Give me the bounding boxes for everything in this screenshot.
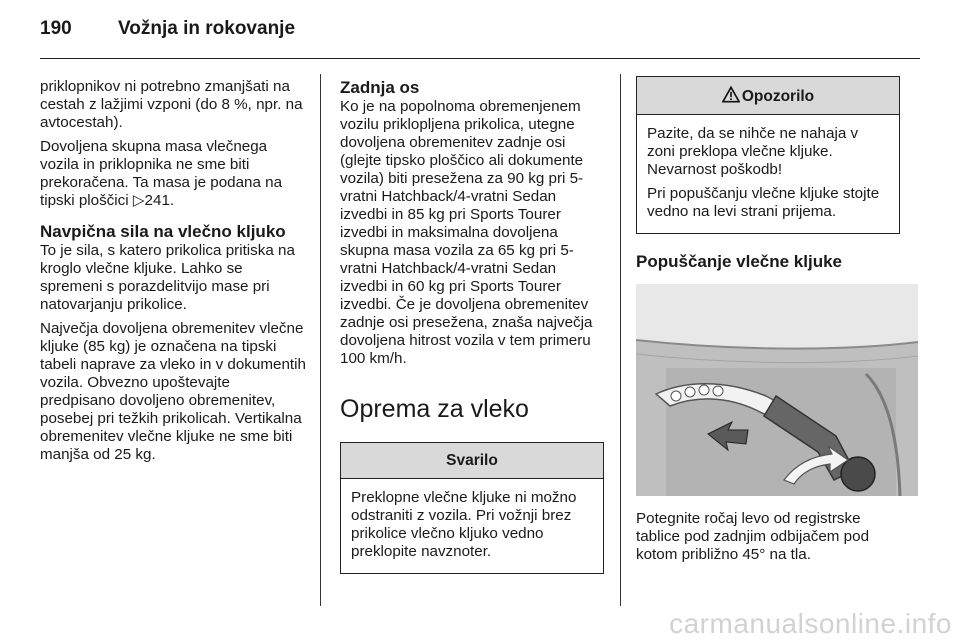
warning-title: Opozorilo — [741, 88, 815, 105]
page-number: 190 — [40, 18, 72, 39]
chapter-heading: Oprema za vleko — [340, 395, 529, 423]
column-1 — [40, 78, 308, 470]
warning-triangle-icon — [722, 86, 740, 103]
warning-header — [637, 77, 899, 115]
page-reference[interactable]: ▷241 — [132, 192, 170, 209]
paragraph: Ko je na popolnoma obremenjenem vozilu priklopljena prikolica, utegne dovoljena obremenitev zadnje osi (glejte tipsko ploščico ali dokumente vozila) biti presežena za 90 kg pri 5-vratni Hatchback/4-vratni Sedan izvedbi in 85 kg pri Sports Tourer izvedbi in maksimalna dovoljena skupna masa vozila za 65 kg pri 5-vratni Hatchback/4-vratni Sedan izvedbi in 60 kg pri Sports Tourer izvedbi. Če je dovoljena obremenitev zadnje osi presežena, znaša največja dovoljena hitrost vozila v tem primeru 100 km/h. — [340, 98, 593, 367]
header-divider — [40, 58, 920, 59]
notice-text: Preklopne vlečne kljuke ni možno odstraniti z vozila. Pri vožnji brez prikolice vlečno kljuko vedno preklopite navznoter. — [351, 489, 577, 560]
tow-hook-illustration — [636, 284, 918, 496]
notice-title: Svarilo — [341, 443, 603, 479]
paragraph: priklopnikov ni potrebno zmanjšati na cestah z lažjimi vzponi (do 8 %, npr. na avtocestah). — [40, 78, 303, 131]
warning-text: Pazite, da se nihče ne nahaja v zoni preklopa vlečne kljuke. Nevarnost poškodb! — [647, 125, 859, 178]
tow-hook-drawing — [636, 284, 918, 496]
watermark: carmanualsonline.info — [669, 608, 952, 639]
column-2 — [340, 78, 604, 574]
section-heading: Zadnja os — [340, 78, 420, 97]
paragraph: To je sila, s katero prikolica pritiska na kroglo vlečne kljuke. Lahko se spremeni s porazdelitvijo mase pri natovarjanju prikolice. — [40, 242, 295, 313]
page-title: Vožnja in rokovanje — [118, 18, 296, 39]
arrow-ref-icon: ▷ — [132, 192, 145, 209]
warning-box — [636, 76, 900, 234]
column-divider-2 — [620, 74, 621, 606]
column-3 — [636, 76, 900, 570]
warning-text: Pri popuščanju vlečne kljuke stojte vedno na levi strani prijema. — [647, 185, 880, 220]
illustration-caption: Potegnite ročaj levo od registrske tablice pod zadnjim odbijačem pod kotom približno 45° na tla. — [636, 510, 870, 563]
column-divider-1 — [320, 74, 321, 606]
section-heading: Popuščanje vlečne kljuke — [636, 252, 842, 271]
paragraph: Dovoljena skupna masa vlečnega vozila in priklopnika ne sme biti prekoračena. Ta masa je podana na tipski ploščici ▷241. — [40, 138, 283, 209]
section-heading: Navpična sila na vlečno kljuko — [40, 222, 286, 241]
notice-box — [340, 442, 604, 574]
paragraph: Največja dovoljena obremenitev vlečne kljuke (85 kg) je označena na tipski tabeli naprave za vleko in v dokumentih vozila. Obvezno upoštevajte predpisano dovoljeno obremenitev, posebej pri težkih prikolicah. Vertikalna obremenitev vlečne kljuke ne sme biti manjša od 25 kg. — [40, 320, 306, 463]
